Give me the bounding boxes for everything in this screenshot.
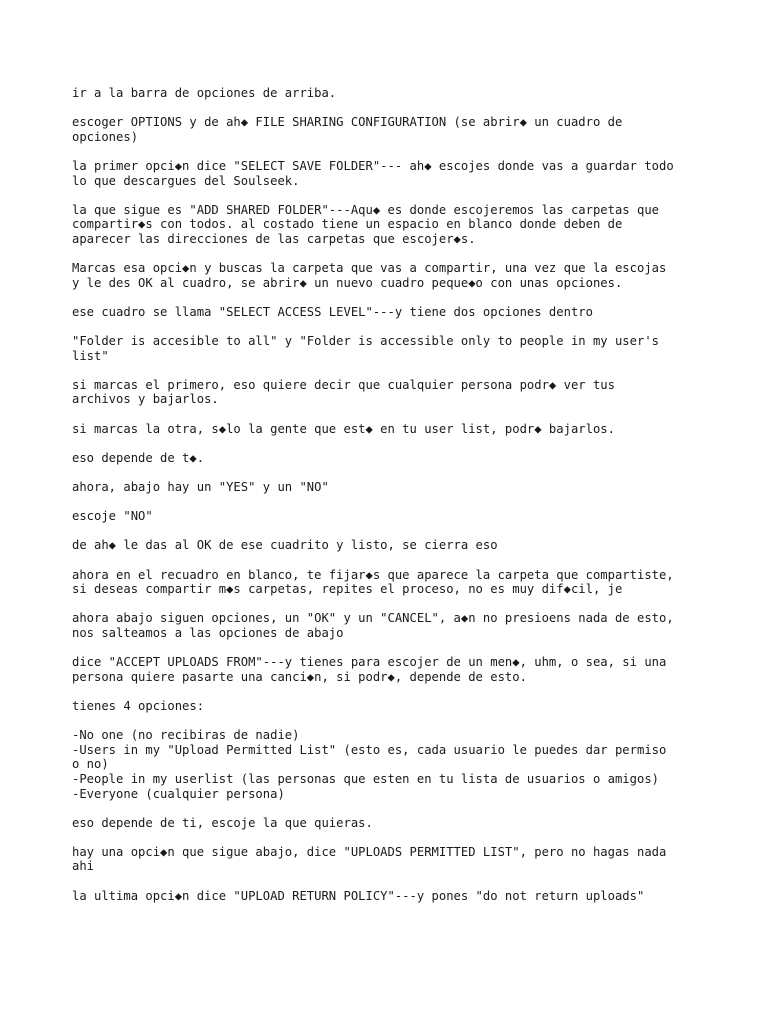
text-line: dice "ACCEPT UPLOADS FROM"---y tienes para escojer de un men◆, uhm, o sea, si una [72, 655, 667, 670]
paragraph [72, 203, 712, 247]
document-body [72, 86, 712, 918]
paragraph [72, 334, 712, 363]
text-line: la ultima opci◆n dice "UPLOAD RETURN POLICY"---y pones "do not return uploads" [72, 888, 645, 903]
text-line: "Folder is accesible to all" y "Folder is accessible only to people in my user's [72, 334, 659, 349]
paragraph [72, 86, 712, 101]
paragraph [72, 728, 712, 801]
paragraph [72, 261, 712, 290]
text-line: ahora, abajo hay un "YES" y un "NO" [72, 480, 329, 495]
text-line: aparecer las direcciones de las carpetas que escojer◆s. [72, 231, 476, 246]
paragraph [72, 305, 712, 320]
text-line: si marcas la otra, s◆lo la gente que est◆ en tu user list, podr◆ bajarlos. [72, 421, 615, 436]
paragraph [72, 568, 712, 597]
paragraph [72, 816, 712, 831]
text-line: escoje "NO" [72, 509, 153, 524]
paragraph [72, 451, 712, 466]
text-line: list" [72, 348, 109, 363]
text-line: persona quiere pasarte una canci◆n, si podr◆, depende de esto. [72, 669, 527, 684]
text-line: ese cuadro se llama "SELECT ACCESS LEVEL"---y tiene dos opciones dentro [72, 304, 593, 319]
text-line: eso depende de ti, escoje la que quieras. [72, 815, 373, 830]
paragraph [72, 845, 712, 874]
text-line: tienes 4 opciones: [72, 698, 205, 713]
text-line: -Everyone (cualquier persona) [72, 786, 285, 801]
text-line: eso depende de t◆. [72, 450, 205, 465]
paragraph [72, 115, 712, 144]
text-line: hay una opci◆n que sigue abajo, dice "UPLOADS PERMITTED LIST", pero no hagas nada [72, 844, 667, 859]
text-line: -People in my userlist (las personas que esten en tu lista de usuarios o amigos) [72, 771, 659, 786]
paragraph [72, 699, 712, 714]
text-line: compartir◆s con todos. al costado tiene un espacio en blanco donde deben de [72, 217, 623, 232]
text-line: -No one (no recibiras de nadie) [72, 728, 300, 743]
text-line: ahora en el recuadro en blanco, te fijar◆s que aparece la carpeta que compartiste, [72, 567, 674, 582]
paragraph [72, 538, 712, 553]
text-line: de ah◆ le das al OK de ese cuadrito y listo, se cierra eso [72, 538, 498, 553]
text-line: nos salteamos a las opciones de abajo [72, 625, 344, 640]
text-line: -Users in my "Upload Permitted List" (esto es, cada usuario le puedes dar permiso [72, 742, 667, 757]
text-line: ir a la barra de opciones de arriba. [72, 86, 337, 100]
paragraph [72, 378, 712, 407]
paragraph [72, 889, 712, 904]
text-line: la primer opci◆n dice "SELECT SAVE FOLDER"--- ah◆ escojes donde vas a guardar todo [72, 158, 674, 173]
text-line: o no) [72, 757, 109, 772]
paragraph [72, 611, 712, 640]
text-line: opciones) [72, 129, 139, 144]
text-line: si marcas el primero, eso quiere decir que cualquier persona podr◆ ver tus [72, 377, 615, 392]
paragraph [72, 480, 712, 495]
text-line: ahora abajo siguen opciones, un "OK" y un "CANCEL", a◆n no presioens nada de esto, [72, 611, 674, 626]
text-line: si deseas compartir m◆s carpetas, repites el proceso, no es muy dif◆cil, je [72, 582, 623, 597]
text-line: ahi [72, 859, 95, 874]
text-line: escoger OPTIONS y de ah◆ FILE SHARING CONFIGURATION (se abrir◆ un cuadro de [72, 115, 623, 130]
text-line: archivos y bajarlos. [72, 392, 219, 407]
text-line: la que sigue es "ADD SHARED FOLDER"---Aqu◆ es donde escojeremos las carpetas que [72, 202, 659, 217]
paragraph [72, 422, 712, 437]
text-line: Marcas esa opci◆n y buscas la carpeta que vas a compartir, una vez que la escojas [72, 261, 667, 276]
paragraph [72, 159, 712, 188]
text-line: y le des OK al cuadro, se abrir◆ un nuevo cuadro peque◆o con unas opciones. [72, 275, 623, 290]
text-line: lo que descargues del Soulseek. [72, 173, 300, 188]
paragraph [72, 509, 712, 524]
paragraph [72, 655, 712, 684]
